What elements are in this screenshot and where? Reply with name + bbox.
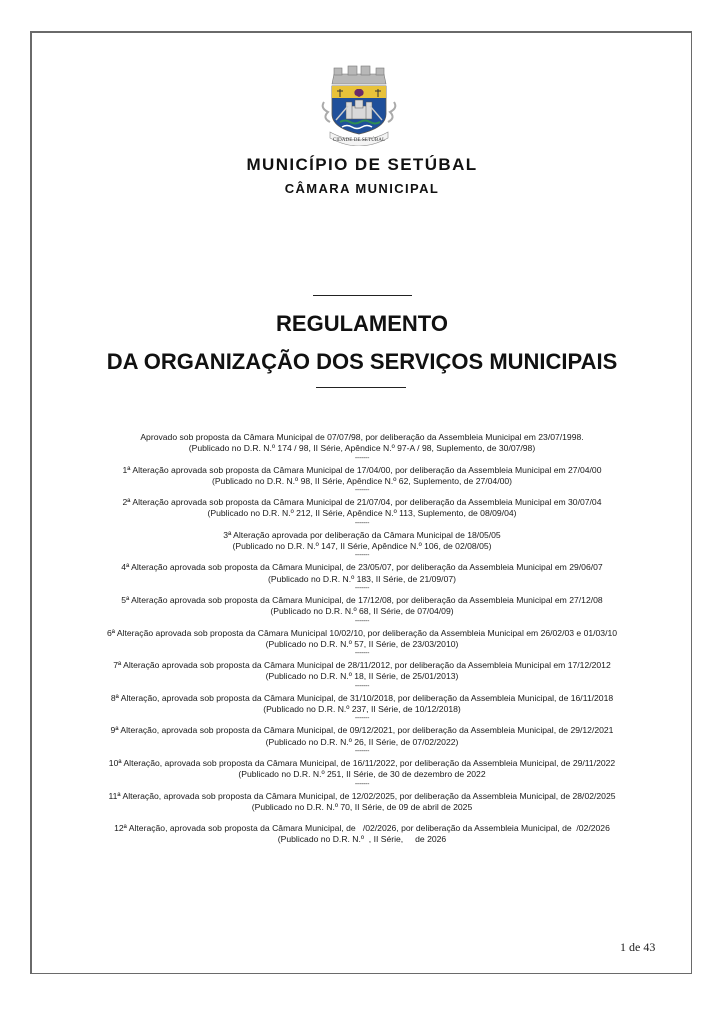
publication-text: (Publicado no D.R. N.º 70, II Série, de 09 de abril de 2025 — [251, 801, 473, 812]
title-top-rule — [313, 295, 412, 296]
publication-text: (Publicado no D.R. N.º 174 / 98, II Série, Apêndice N.º 97-A / 98, Suplemento, de 30/07/98) — [188, 443, 536, 454]
council-name: CÂMARA MUNICIPAL — [284, 181, 440, 196]
title-bottom-rule — [316, 387, 406, 388]
publication-text: (Publicado no D.R. N.º 68, II Série, de 07/04/09) — [270, 606, 454, 617]
amendment-text: 3ª Alteração aprovada por deliberação da Câmara Municipal de 18/05/05 — [223, 529, 501, 540]
amendment-text: Aprovado sob proposta da Câmara Municipal de 07/07/98, por deliberação da Assembleia Municipal em 23/07/1998. — [140, 432, 584, 442]
amendment-text: 6ª Alteração aprovada sob proposta da Câmara Municipal 10/02/10, por deliberação da Assembleia Municipal em 26/02/03 e 01/03/10 — [106, 627, 618, 638]
amendment-entry — [40, 693, 684, 716]
publication-text: (Publicado no D.R. N.º 251, II Série, de 30 de dezembro de 2022 — [238, 769, 486, 780]
amendment-entry — [40, 758, 684, 781]
coat-of-arms-logo — [318, 62, 400, 146]
amendment-entry — [40, 823, 684, 846]
amendment-entry — [40, 432, 684, 455]
publication-text: (Publicado no D.R. N.º 57, II Série, de 23/03/2010) — [265, 638, 459, 649]
amendment-text: 1ª Alteração aprovada sob proposta da Câmara Municipal de 17/04/00, por deliberação da Assembleia Municipal em 27/04/00 — [122, 464, 602, 475]
publication-text: (Publicado no D.R. N.º 18, II Série, de 25/01/2013) — [265, 671, 459, 682]
amendment-entry — [40, 530, 684, 553]
publication-text: (Publicado no D.R. N.º 183, II Série, de 21/09/07) — [267, 573, 456, 584]
separator: ------- — [354, 454, 370, 462]
amendment-text: 12ª Alteração, aprovada sob proposta da Câmara Municipal, de /02/2026, por deliberação da Assembleia Municipal, de /02/2026 — [114, 823, 610, 834]
amendment-text: 2ª Alteração aprovada sob proposta da Câmara Municipal de 21/07/04, por deliberação da Assembleia Municipal em 30/07/04 — [122, 497, 602, 508]
entry-gap — [40, 813, 684, 823]
amendment-text: 8ª Alteração, aprovada sob proposta da Câmara Municipal, de 31/10/2018, por deliberação da Assembleia Municipal, de 16/11/2018 — [110, 692, 614, 703]
amendment-entry — [40, 660, 684, 683]
crest-motto: CIDADE DE SETÚBAL — [332, 137, 386, 143]
amendment-entry — [40, 562, 684, 585]
amendment-entry — [40, 791, 684, 814]
amendment-entry — [40, 497, 684, 520]
separator: ------- — [354, 747, 370, 755]
publication-text: (Publicado no D.R. N.º 147, II Série, Apêndice N.º 106, de 02/08/05) — [232, 541, 492, 552]
amendment-entry — [40, 725, 684, 748]
separator: ------- — [354, 780, 370, 788]
mural-crown — [332, 66, 386, 84]
amendment-history — [40, 432, 684, 846]
separator: ------- — [354, 617, 370, 625]
amendment-text: 5ª Alteração aprovada sob proposta da Câmara Municipal, de 17/12/08, por deliberação da Assembleia Municipal em 27/12/08 — [121, 594, 603, 605]
separator: ------- — [354, 519, 370, 527]
separator: ------- — [354, 552, 370, 560]
amendment-entry — [40, 465, 684, 488]
page-number: 1 de 43 — [620, 940, 656, 954]
document-title: REGULAMENTO — [276, 311, 448, 336]
publication-text: (Publicado no D.R. N.º 212, II Série, Apêndice N.º 113, Suplemento, de 08/09/04) — [207, 508, 517, 519]
publication-text: (Publicado no D.R. N.º 237, II Série, de 10/12/2018) — [263, 704, 461, 715]
publication-text: (Publicado no D.R. N.º 26, II Série, de 07/02/2022) — [265, 736, 459, 747]
amendment-text: 4ª Alteração aprovada sob proposta da Câmara Municipal, de 23/05/07, por deliberação da Assembleia Municipal em 29/06/07 — [121, 562, 603, 573]
amendment-text: 10ª Alteração, aprovada sob proposta da Câmara Municipal, de 16/11/2022, por deliberação da Assembleia Municipal, de 29/11/2022 — [108, 757, 616, 768]
municipality-name: MUNICÍPIO DE SETÚBAL — [246, 155, 478, 174]
separator: ------- — [354, 682, 370, 690]
amendment-entry — [40, 595, 684, 618]
document-subtitle: DA ORGANIZAÇÃO DOS SERVIÇOS MUNICIPAIS — [106, 349, 618, 374]
publication-text: (Publicado no D.R. N.º , II Série, de 2026 — [277, 834, 447, 845]
amendment-entry — [40, 628, 684, 651]
publication-text: (Publicado no D.R. N.º 98, II Série, Apêndice N.º 62, Suplemento, de 27/04/00) — [211, 475, 513, 486]
separator: ------- — [354, 715, 370, 723]
separator: ------- — [354, 650, 370, 658]
separator: ------- — [354, 487, 370, 495]
amendment-text: 11ª Alteração, aprovada sob proposta da Câmara Municipal, de 12/02/2025, por deliberação da Assembleia Municipal, de 28/02/2025 — [108, 790, 616, 801]
amendment-text: 9ª Alteração, aprovada sob proposta da Câmara Municipal, de 09/12/2021, por deliberação da Assembleia Municipal, de 29/12/2021 — [110, 725, 614, 736]
amendment-text: 7ª Alteração aprovada sob proposta da Câmara Municipal de 28/11/2012, por deliberação da Assembleia Municipal em 17/12/2012 — [113, 660, 611, 671]
separator: ------- — [354, 584, 370, 592]
